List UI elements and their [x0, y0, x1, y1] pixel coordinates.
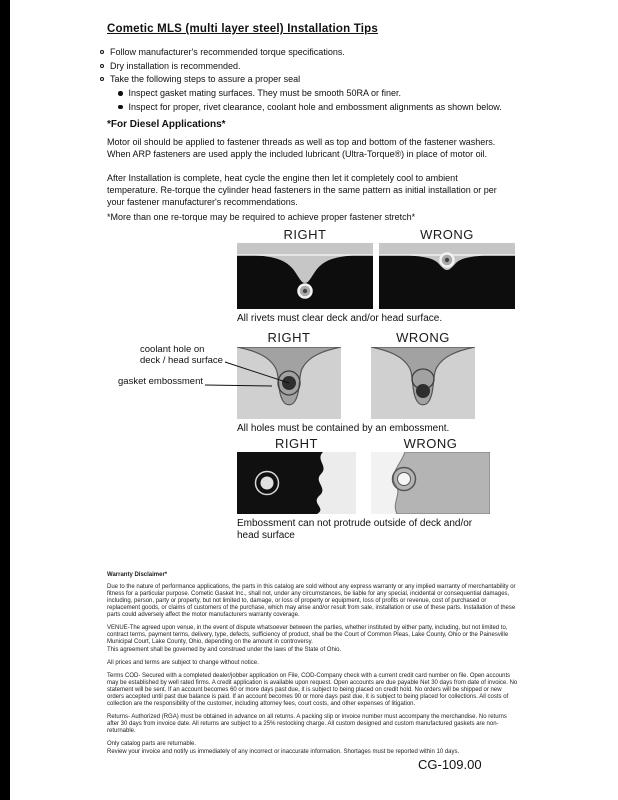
- list-item: [100, 47, 502, 58]
- disclaimer-paragraph: Due to the nature of performance applications, the parts in this catalog are sold without any express warranty or any implied warranty of merchantability or fitness for a particular purpose. Cometic Gasket Inc., shall not, under any circumstances, be liable for any special, incidental or consequential damages, including, person, party or property, but not limited to, damage, or loss of property or equipment, loss of profits or revenue, cost of purchased or replacement goods, or claims of customers of the purchase, which may arise and/or result from sale, installation or use of these parts. Installation of these parts could adversely affect the motor manufacturers warranty coverage.: [107, 584, 516, 618]
- coolant-hole: [416, 384, 430, 398]
- embossment-wrong-diagram: [371, 347, 475, 419]
- row1-caption: All rivets must clear deck and/or head surface.: [237, 313, 443, 324]
- list-item: [118, 88, 502, 99]
- disclaimer-paragraph: This agreement shall be governed by and construed under the laws of the State of Ohio.: [107, 647, 342, 653]
- wrong-label-row2: WRONG: [396, 330, 450, 345]
- page-number: CG-109.00: [418, 757, 482, 772]
- open-bullet-icon: [100, 77, 104, 81]
- filled-bullet-icon: [118, 105, 123, 110]
- row2-caption: All holes must be contained by an embossment.: [237, 423, 450, 434]
- disclaimer-paragraph: Terms COD- Secured with a completed dealer/jobber application on File, COD-Company check with a current credit card number on file. Open accounts may be established by well rated firms. A credit application is available upon request. Open accounts are due payable Net 30 days from date of invoice. No statement will be sent. If an account becomes 60 or more days past due, it is subject to being placed on credit hold. No orders will be shipped or new orders accepted until past due balance is paid. If an account becomes 90 or more days past due, it is subject to being placed for collections. All costs of collection are the responsibility of the customer, including attorney fees, court costs, and other expenses of litigation.: [107, 673, 518, 707]
- disclaimer-paragraph: Review your invoice and notify us immediately of any incorrect or inaccurate information. Shortages must be reported within 10 days.: [107, 749, 460, 755]
- callout-leader-lines: [120, 340, 300, 400]
- hole: [261, 477, 274, 490]
- rivet-wrong-diagram: [379, 243, 515, 309]
- page-edge-bar: [0, 0, 10, 800]
- tip-text: Inspect gasket mating surfaces. They must be smooth 50RA or finer.: [128, 88, 401, 99]
- list-item: [118, 102, 502, 113]
- open-bullet-icon: [100, 50, 104, 54]
- disclaimer-paragraph: Only catalog parts are returnable.: [107, 741, 197, 747]
- installation-tips-list: [100, 47, 502, 115]
- deck-edge-right-diagram: [237, 452, 356, 514]
- disclaimer-paragraph: All prices and terms are subject to change without notice.: [107, 660, 259, 666]
- deck-edge-wrong-diagram: [371, 452, 490, 514]
- diesel-paragraph-1: Motor oil should be applied to fastener threads as well as top and bottom of the fastener washers. When ARP fasteners are used apply the included lubricant (Ultra-Torque®) in place of motor oil.: [107, 137, 496, 159]
- row3-caption: Embossment can not protrude outside of deck and/or head surface: [237, 518, 473, 541]
- tip-text: Take the following steps to assure a proper seal: [110, 74, 301, 85]
- tip-text: Inspect for proper, rivet clearance, coolant hole and embossment alignments as shown below.: [128, 101, 502, 112]
- diesel-applications-heading: *For Diesel Applications*: [107, 119, 226, 130]
- warranty-disclaimer-heading: Warranty Disclaimer*: [107, 572, 168, 578]
- hole: [398, 473, 411, 486]
- tip-text: Follow manufacturer's recommended torque specifications.: [110, 47, 345, 57]
- disclaimer-paragraph: VENUE-The agreed upon venue, in the event of dispute whatsoever between the parties, whether instituted by either party, including, but not limited to, contract terms, payment terms, delivery, type, defects, sufficiency of product, shall be the Court of Common Pleas, Lake County, Ohio or the Painesville Municipal Court, Lake County, Ohio, depending on the amount in controversy.: [107, 625, 509, 645]
- wrong-label-row3: WRONG: [403, 436, 458, 451]
- warranty-disclaimer: [107, 572, 519, 762]
- filled-bullet-icon: [118, 91, 123, 96]
- coolant-hole-callout: coolant hole on deck / head surface: [140, 344, 223, 366]
- open-bullet-icon: [100, 64, 104, 68]
- right-label-row2: RIGHT: [267, 330, 311, 345]
- list-item: [100, 74, 502, 85]
- list-item: [100, 61, 502, 72]
- retorque-note: *More than one re-torque may be required to achieve proper fastener stretch*: [107, 212, 416, 222]
- right-label-row1: RIGHT: [283, 227, 327, 242]
- page-title: Cometic MLS (multi layer steel) Installation Tips: [107, 23, 378, 35]
- rivet-right-diagram: [237, 243, 373, 309]
- tip-text: Dry installation is recommended.: [110, 60, 241, 71]
- wrong-label-row1: WRONG: [420, 227, 474, 242]
- diesel-paragraph-2: After Installation is complete, heat cycle the engine then let it completely cool to ambient temperature. Re-torque the cylinder head fasteners in the same pattern as initial installation or per your fastener manufacturer's recommendations.: [107, 173, 497, 207]
- gasket-embossment-callout: gasket embossment: [118, 376, 204, 387]
- right-label-row3: RIGHT: [275, 436, 318, 451]
- disclaimer-paragraph: Returns- Authorized (RGA) must be obtained in advance on all returns. A packing slip or invoice number must accompany the merchandise. No returns after 30 days from invoice date. All returns are subject to a 25% restocking charge. All custom designed and custom manufactured gaskets are non-returnable.: [107, 714, 507, 734]
